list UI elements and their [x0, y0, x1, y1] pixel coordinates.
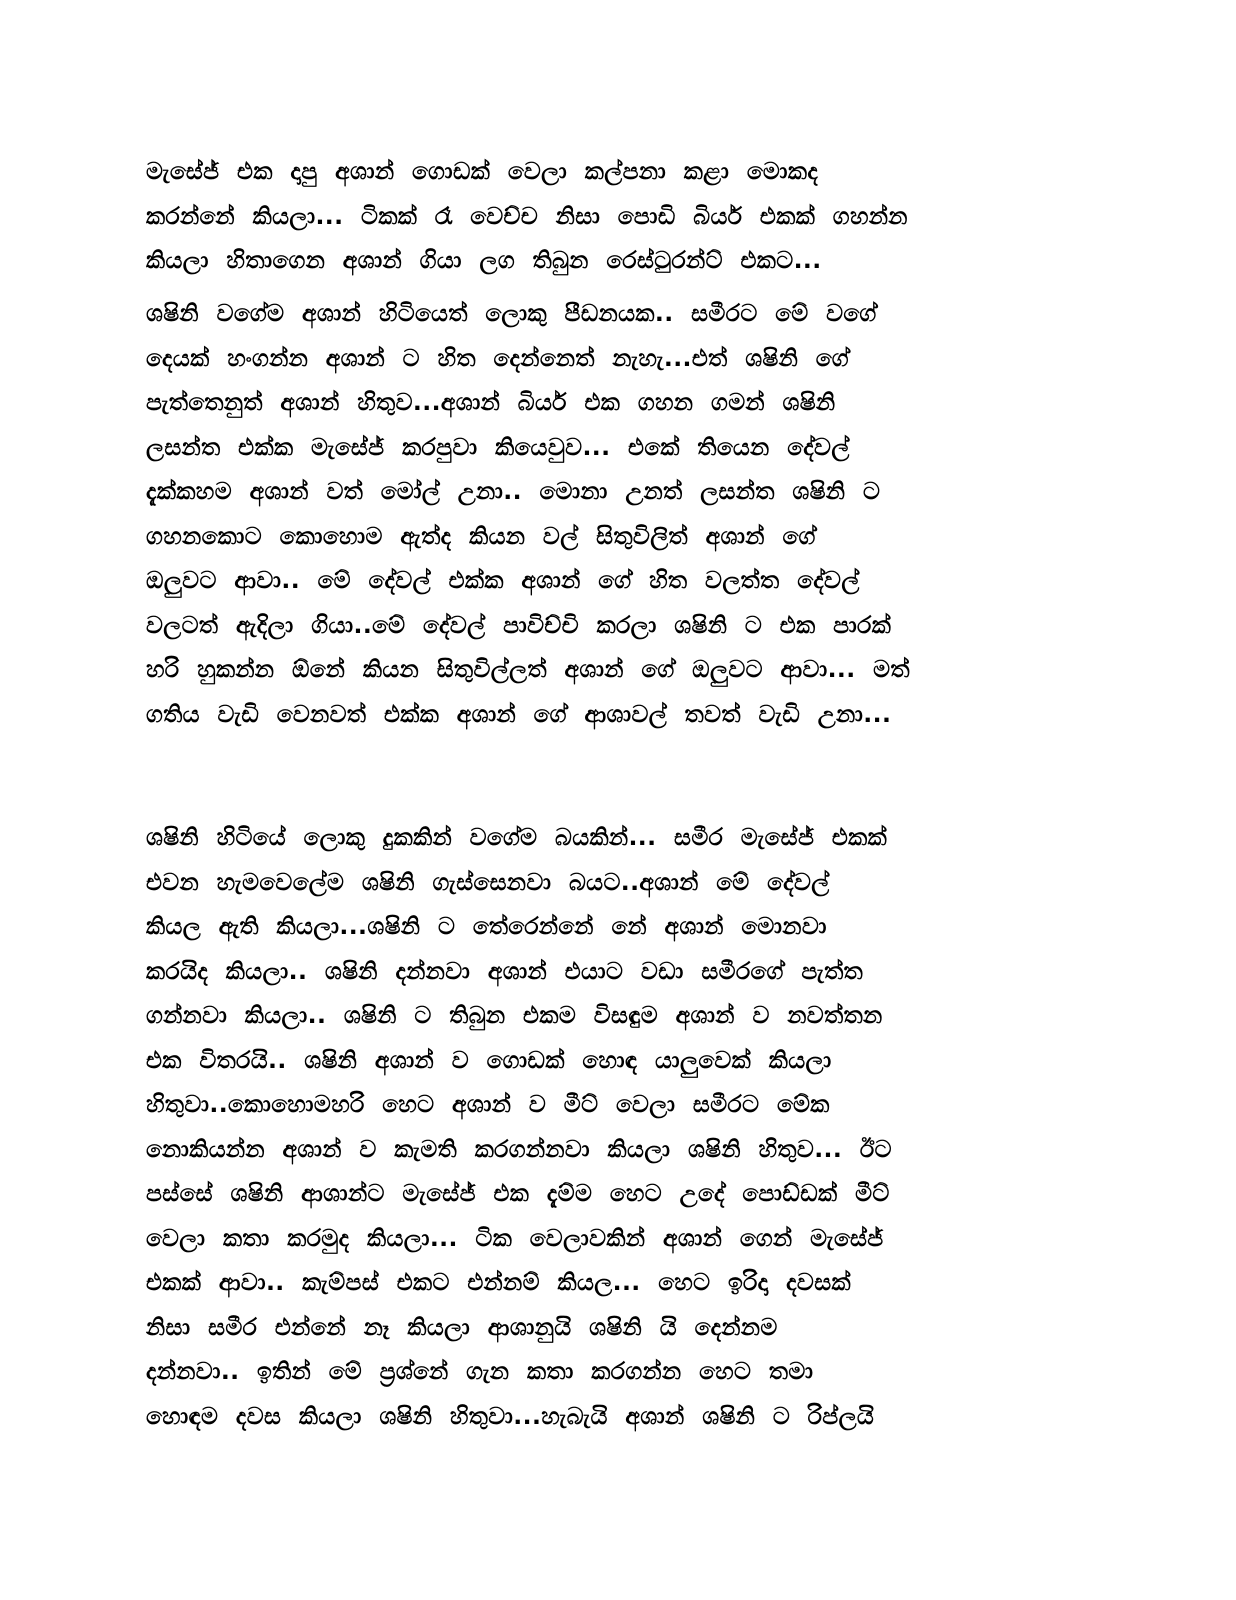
paragraph-1 — [146, 149, 1106, 283]
text-line: දෙයක් හංගන්න අශාන් ට හිත දෙන්නෙත් නැහැ...එත් ශෂිනි ගේ — [146, 343, 850, 372]
paragraph-3 — [146, 815, 1106, 1438]
text-line: මැසේජ් එක දාපු අශාන් ගොඩක් වෙලා කල්පනා කළා මොකද — [146, 157, 819, 185]
text-line: කරයිද කියලා.. ශෂිනි දන්නවා අශාන් එයාට වඩා සමීරගේ පැත්ත — [146, 956, 864, 985]
text-line: ගතිය වැඩි වෙනවත් එක්ක අශාන් ගේ ආශාවල් තවත් වැඩි උනා... — [146, 699, 892, 728]
text-line: කරන්නේ කියලා... ටිකක් රෑ වෙච්ච නිසා පොඩි බියර් එකක් ගහන්න — [146, 201, 908, 230]
text-line: නොකියන්න අශාන් ව කැමති කරගන්නවා කියලා ශෂිනි හිතුව... ඊට — [146, 1134, 892, 1163]
text-line: හිතුවා..කොහොමහරි හෙට අශාන් ව මීට් වෙලා සමීරට මේක — [146, 1090, 830, 1118]
text-line: ශෂිනි හිටියේ ලොකු දුකකින් වගේම බයකින්... සමීර මැසේජ් එකක් — [146, 823, 888, 851]
text-line: ඔලුවට ආවා.. මේ දේවල් එක්ක අශාන් ගේ හිත වලත්ත දේවල් — [146, 566, 860, 594]
text-line: දැක්කහම අශාන් වත් මෝල් උනා.. මොනා උනත් ලසන්ත ශෂිනි ට — [146, 477, 881, 505]
text-line: කියල ඇති කියලා...ශෂිනි ට තේරෙන්නේ නේ අශාන් මොනවා — [146, 912, 827, 940]
paragraph-2 — [146, 291, 1106, 736]
text-line: ශෂිනි වගේම අශාන් හිටියෙත් ලොකු පීඩනයක.. සමීරට මේ වගේ — [146, 299, 877, 327]
text-line: කියලා හිතාගෙන අශාන් ගියා ලග තිබුන රෙස්ටුරන්ට් එකට... — [146, 246, 822, 274]
text-line: පැත්තෙනුත් අශාන් හිතුව...අශාන් බියර් එක ගහන ගමන් ශෂිනි — [146, 388, 836, 416]
text-line: එකක් ආවා.. කැම්පස් එකට එන්නම් කියල... හෙට ඉරිදා දවසක් — [146, 1268, 852, 1296]
text-line: එක විතරයි.. ශෂිනි අශාන් ව ගොඩක් හොඳ යාලුවෙක් කියලා — [146, 1045, 832, 1074]
text-line: දන්නවා.. ඉතින් මේ ප්‍රශ්නේ ගැන කතා කරගන්න හෙට තමා — [146, 1357, 814, 1385]
text-line: වෙලා කතා කරමුද කියලා... ටික වෙලාවකින් අශාන් ගෙන් මැසේජ් — [146, 1223, 884, 1252]
text-line: ගහනකොට කොහොම ඇත්ද කියන වල් සිතුවිලිත් අශාන් ගේ — [146, 521, 816, 550]
text-line: ලසන්ත එක්ක මැසේජ් කරපුවා කියෙවුව... එකේ තියෙන දේවල් — [146, 432, 850, 461]
text-line: ගන්නවා කියලා.. ශෂිනි ට තිබුන එකම විසඳුම අශාන් ව නවත්තන — [146, 1001, 883, 1029]
text-line: නිසා සමීර එන්නේ නෑ කියලා ආශානුයි ශෂිනි යි දෙන්නම — [146, 1312, 778, 1341]
text-line: හරි හුකන්න ඕනේ කියන සිතුවිල්ලත් අශාන් ගේ ඔලුවට ආවා... මත් — [146, 655, 910, 683]
text-line: පස්සේ ශෂිනි ආශාන්ට මැසේජ් එක දැම්ම හෙට උදේ පොඩ්ඩක් මීට් — [146, 1179, 890, 1207]
text-line: එවන හැමවෙලේම ශෂිනි ගැස්සෙනවා බයට..අශාන් මේ දේවල් — [146, 867, 830, 896]
text-line: වලටත් ඇදිලා ගියා..මේ දේවල් පාවිච්චි කරලා ශෂිනි ට එක පාරක් — [146, 610, 892, 639]
text-line: හොඳම දවස කියලා ශෂිනි හිතුවා...හැබැයි අශාන් ශෂිනි ට රිප්ලයි — [146, 1401, 875, 1430]
